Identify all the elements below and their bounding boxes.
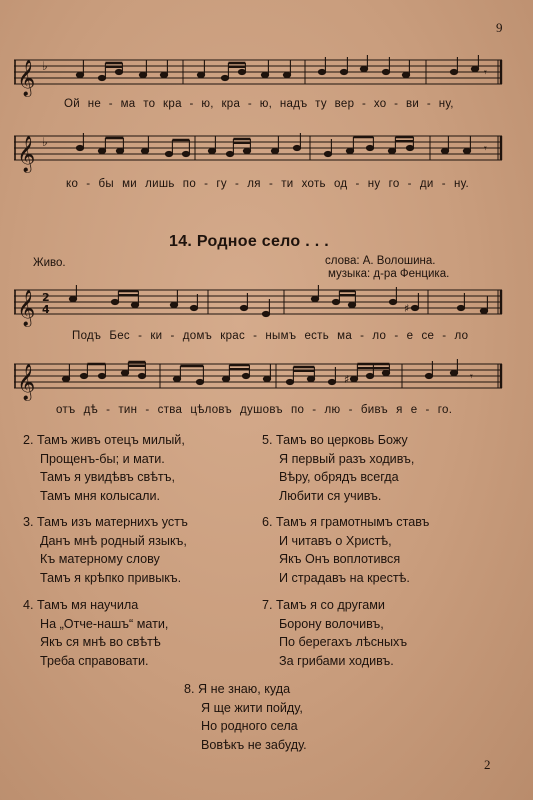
verse-line: Якъ ся мнѣ во свѣтѣ: [40, 635, 161, 650]
verse-line: За грибами ходивъ.: [279, 653, 394, 668]
verse-line: Къ матерному слову: [40, 552, 160, 567]
verse-line: Борону волочивъ,: [279, 616, 384, 631]
verse-line: На „Отче-нашъ“ мати,: [40, 616, 169, 631]
verse-number: 5.: [262, 433, 273, 447]
verse-line: Данъ мнѣ родный языкъ,: [40, 533, 187, 548]
verse-line: Тамъ я со другами: [276, 598, 385, 612]
eighth-rest-icon: 𝄾: [484, 142, 487, 155]
verse-line: По берегахъ лѣсныхъ: [279, 635, 408, 650]
treble-clef-icon: 𝄞: [17, 136, 36, 172]
verse-3: [23, 513, 188, 587]
verse-number: 7.: [262, 598, 273, 612]
treble-clef-icon: 𝄞: [17, 364, 36, 400]
verse-line: Якъ Онъ воплотився: [279, 552, 401, 567]
sharp-icon: ♯: [404, 302, 410, 315]
verse-number: 8.: [184, 682, 195, 696]
verse-number: 4.: [23, 598, 34, 612]
verse-6: [262, 513, 429, 587]
verse-number: 6.: [262, 515, 273, 529]
verse-line: Я ще жити пойду,: [201, 700, 303, 715]
verse-line: Прощенъ-бы; и мати.: [40, 451, 165, 466]
music-credit: музыка: д-ра Фенцика.: [328, 268, 450, 280]
eighth-rest-icon: 𝄾: [484, 66, 487, 79]
verse-7: [262, 596, 407, 670]
verse-line: Тамъ мня колысали.: [40, 488, 161, 503]
song2-staff-1: [14, 282, 504, 330]
verse-line: Тамъ живъ отецъ милый,: [37, 433, 185, 447]
verse-8: [184, 680, 307, 754]
verse-number: 3.: [23, 515, 34, 529]
song1-staff-2: [14, 128, 504, 176]
sharp-icon: ♯: [344, 373, 350, 386]
verse-line: Тамъ изъ матернихъ устъ: [37, 515, 188, 529]
eighth-rest-icon: 𝄾: [470, 370, 473, 383]
tempo-marking: Живо.: [33, 257, 66, 269]
verse-line: Любити ся учивъ.: [279, 488, 382, 503]
verse-number: 2.: [23, 433, 34, 447]
verse-line: И читавъ о Христѣ,: [279, 533, 392, 548]
time-signature-top: 2: [42, 291, 50, 304]
verse-line: Тамъ мя научила: [37, 598, 139, 612]
verse-line: Тамъ я грамотнымъ ставъ: [276, 515, 430, 529]
verse-line: Я не знаю, куда: [198, 682, 291, 696]
key-flat-icon: ♭: [42, 135, 48, 149]
verse-line: Тамъ я увидѣвъ свѣтъ,: [40, 470, 176, 485]
treble-clef-icon: 𝄞: [17, 60, 36, 96]
song1-lyrics-line-2: ко - бы ми лишь по - гу - ля - ти хоть од - ну го - ди - ну.: [66, 178, 470, 190]
song2-lyrics-line-2: отъ дѣ - тин - ства цѣловъ душовъ по - лю - бивъ я е - го.: [56, 404, 453, 416]
song-title: 14. Родное село . . .: [169, 233, 329, 250]
verse-line: Вѣру, обрядъ всегда: [279, 470, 399, 485]
verse-4: [23, 596, 168, 670]
time-signature-bottom: 4: [42, 303, 50, 316]
words-credit: слова: А. Волошина.: [325, 255, 436, 267]
treble-clef-icon: 𝄞: [17, 290, 36, 326]
verse-line: И страдавъ на крестѣ.: [279, 570, 410, 585]
verse-line: Я первый разъ ходивъ,: [279, 451, 415, 466]
verse-2: [23, 431, 185, 505]
verse-line: Тамъ я крѣпко привыкъ.: [40, 570, 182, 585]
verse-line: Тамъ во церковь Божу: [276, 433, 408, 447]
song1-staff-1: [14, 52, 504, 100]
verse-line: Но родного села: [201, 719, 298, 734]
verse-line: Треба справовати.: [40, 653, 149, 668]
song2-staff-2: [14, 356, 504, 404]
verse-5: [262, 431, 414, 505]
song2-lyrics-line-1: Подъ Бес - ки - домъ крас - нымъ есть ма - ло - е се - ло: [72, 330, 469, 342]
key-flat-icon: ♭: [42, 59, 48, 73]
song1-lyrics-line-1: Ой не - ма то кра - ю, кра - ю, надъ ту вер - хо - ви - ну,: [64, 98, 454, 110]
page-number-top: 9: [496, 20, 503, 35]
verse-line: Вовѣкъ не забуду.: [201, 737, 307, 752]
page-number-bottom: 2: [484, 757, 491, 772]
